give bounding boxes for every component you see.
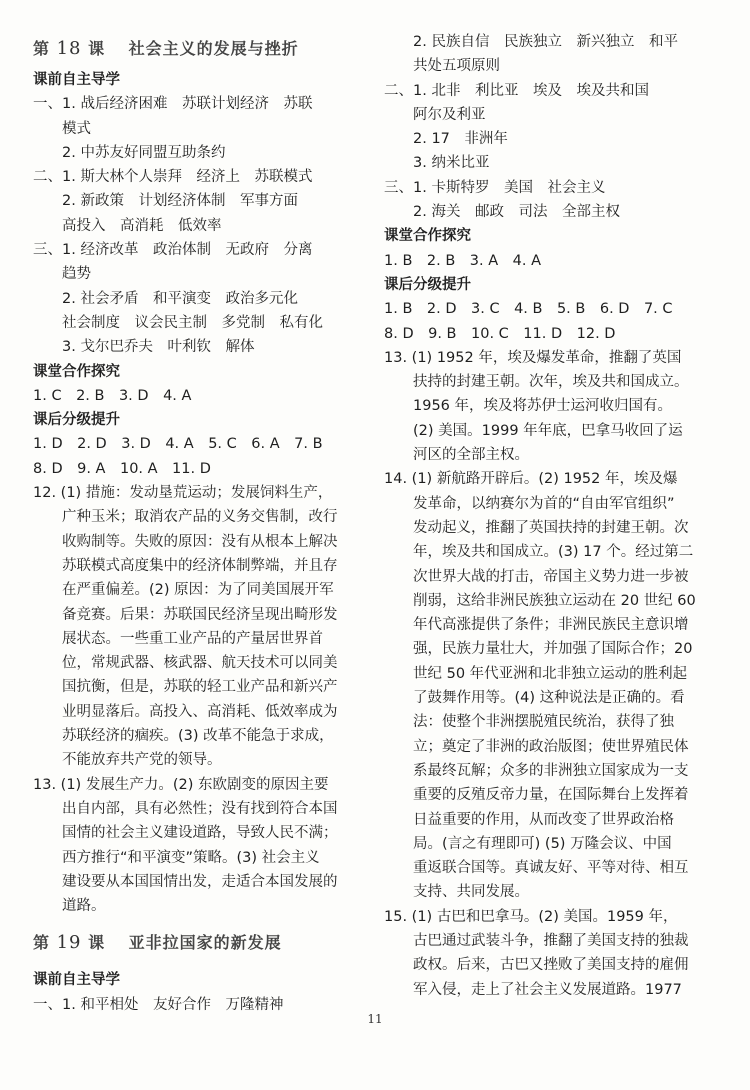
answer-line: 12. (1) 措施：发动垦荒运动；发展饲料生产，: [33, 485, 333, 502]
answer-line: 法：使整个非洲摆脱殖民统治，获得了独: [384, 714, 674, 731]
section-heading: 课后分级提升: [384, 276, 471, 293]
answer-line: 高投入 高消耗 低效率: [33, 217, 222, 234]
lesson-19-answers-start: [33, 968, 366, 1017]
answer-line: 业明显落后。高投入、高消耗、低效率成为: [33, 703, 338, 720]
answer-line: 三、1. 卡斯特罗 美国 社会主义: [384, 179, 606, 196]
answer-line: 日益重要的作用，从而改变了世界政治格: [384, 811, 674, 828]
answer-line: 三、1. 经济改革 政治体制 无政府 分离: [33, 242, 313, 259]
left-column: [33, 30, 366, 1017]
lesson-prefix: 第: [33, 39, 51, 58]
answer-line: 扶持的封建王朝。次年，埃及共和国成立。: [384, 374, 689, 391]
section-heading: 课堂合作探究: [33, 363, 120, 380]
answer-line: 模式: [33, 120, 91, 137]
answer-line: 2. 社会矛盾 和平演变 政治多元化: [33, 290, 298, 307]
answer-line: 西方推行“和平演变”策略。(3) 社会主义: [33, 849, 320, 866]
answer-line: 1956 年，埃及将苏伊士运河收归国有。: [384, 398, 673, 415]
answer-line: 政权。后来，古巴又挫败了美国支持的雇佣: [384, 957, 689, 974]
answer-line: 二、1. 北非 利比亚 埃及 埃及共和国: [384, 82, 649, 99]
section-heading: 课前自主导学: [33, 72, 120, 88]
lesson-prefix: 第: [33, 933, 51, 953]
answer-line: 备竞赛。后果：苏联国民经济呈现出畸形发: [33, 606, 338, 623]
answer-line: 重返联合国等。真诚友好、平等对待、相互: [384, 860, 689, 877]
answer-line: 古巴通过武装斗争，推翻了美国支持的独裁: [384, 932, 689, 949]
answer-line: 8. D 9. A 10. A 11. D: [33, 460, 211, 477]
answer-line: 3. 戈尔巴乔夫 叶利钦 解体: [33, 339, 255, 356]
lesson-suffix: 课: [88, 933, 106, 953]
lesson-suffix: 课: [88, 39, 106, 58]
section-heading: 课堂合作探究: [384, 228, 471, 245]
answer-line: 趋势: [33, 266, 91, 283]
answer-line: 局。(言之有理即可) (5) 万隆会议、中国: [384, 835, 672, 852]
answer-line: 1. D 2. D 3. D 4. A 5. C 6. A 7. B: [33, 436, 323, 453]
answer-line: 收购制等。失败的原因：没有从根本上解决: [33, 533, 338, 550]
answer-line: 国抗衡，但是，苏联的轻工业产品和新兴产: [33, 679, 338, 696]
answer-line: 2. 新政策 计划经济体制 军事方面: [33, 193, 298, 210]
answer-line: 2. 中苏友好同盟互助条约: [33, 144, 226, 161]
answer-line: 重要的反殖反帝力量，在国际舞台上发挥着: [384, 787, 689, 804]
answer-line: 发动起义，推翻了英国扶持的封建王朝。次: [384, 519, 689, 536]
answer-line: 发革命，以纳赛尔为首的“自由军官组织”: [384, 495, 675, 512]
answer-line: (2) 美国。1999 年年底，巴拿马收回了运: [384, 422, 683, 439]
section-heading: 课前自主导学: [33, 972, 120, 989]
answer-line: 年，埃及共和国成立。(3) 17 个。经过第二: [384, 544, 694, 561]
answer-line: 系最终瓦解；众多的非洲独立国家成为一支: [384, 762, 689, 779]
lesson-18-answers: [33, 68, 366, 918]
answer-line: 苏联经济的痼疾。(3) 改革不能急于求成，: [33, 728, 334, 745]
lesson-19-answers-continued: [384, 30, 718, 1002]
answer-line: 在严重偏差。(2) 原因：为了同美国展开军: [33, 582, 334, 599]
answer-line: 2. 民族自信 民族独立 新兴独立 和平: [384, 34, 678, 50]
answer-line: 14. (1) 新航路开辟后。(2) 1952 年，埃及爆: [384, 471, 678, 488]
answer-line: 2. 海关 邮政 司法 全部主权: [384, 204, 620, 221]
answer-line: 展状态。一些重工业产品的产量居世界首: [33, 630, 323, 647]
lesson-18-heading: [33, 30, 366, 68]
answer-line: 苏联模式高度集中的经济体制弊端，并且存: [33, 557, 338, 574]
answer-line: 1. C 2. B 3. D 4. A: [33, 387, 192, 404]
answer-line: 共处五项原则: [384, 58, 500, 75]
answer-line: 1. B 2. B 3. A 4. A: [384, 252, 542, 269]
page-number: 11: [367, 1012, 383, 1026]
answer-line: 世纪 50 年代亚洲和北非独立运动的胜利起: [384, 665, 688, 682]
answer-line: 军入侵，走上了社会主义发展道路。1977: [384, 981, 682, 998]
answer-line: 支持、共同发展。: [384, 884, 529, 901]
answer-line: 立；奠定了非洲的政治版图；使世界殖民体: [384, 738, 689, 755]
answer-line: 2. 17 非洲年: [384, 131, 508, 148]
answer-line: 削弱，这给非洲民族独立运动在 20 世纪 60: [384, 592, 696, 609]
answer-line: 位，常规武器、核武器、航天技术可以同美: [33, 655, 338, 672]
answer-line: 8. D 9. B 10. C 11. D 12. D: [384, 325, 616, 342]
answer-line: 国情的社会主义建设道路，导致人民不满；: [33, 825, 338, 842]
answer-line: 广种玉米；取消农产品的义务交售制，改行: [33, 509, 338, 526]
answer-line: 1. B 2. D 3. C 4. B 5. B 6. D 7. C: [384, 301, 673, 318]
section-heading: 课后分级提升: [33, 412, 120, 429]
answer-line: 河区的全部主权。: [384, 447, 529, 464]
lesson-19-heading: [33, 924, 366, 962]
right-column: [384, 30, 718, 1002]
answer-line: 不能放弃共产党的领导。: [33, 752, 222, 769]
answer-line: 二、1. 斯大林个人崇拜 经济上 苏联模式: [33, 169, 313, 186]
answer-line: 13. (1) 1952 年，埃及爆发革命，推翻了英国: [384, 349, 682, 366]
lesson-number: 18: [56, 38, 82, 59]
answer-line: 强，民族力量壮大，并加强了国际合作；20: [384, 641, 693, 658]
answer-line: 阿尔及利亚: [384, 106, 486, 123]
answer-line: 3. 纳米比亚: [384, 155, 490, 172]
answer-line: 次世界大战的打击，帝国主义势力进一步被: [384, 568, 689, 585]
answer-line: 道路。: [33, 898, 106, 915]
answer-line: 一、1. 和平相处 友好合作 万隆精神: [33, 996, 284, 1013]
lesson-title: 亚非拉国家的新发展: [128, 933, 282, 953]
answer-line: 13. (1) 发展生产力。(2) 东欧剧变的原因主要: [33, 776, 329, 793]
answer-line: 出自内部，具有必然性；没有找到符合本国: [33, 800, 338, 817]
answer-line: 年代高涨提供了条件；非洲民族民主意识增: [384, 617, 689, 634]
answer-line: 了鼓舞作用等。(4) 这种说法是正确的。看: [384, 690, 685, 707]
answer-line: 一、1. 战后经济困难 苏联计划经济 苏联: [33, 96, 313, 113]
answer-line: 15. (1) 古巴和巴拿马。(2) 美国。1959 年，: [384, 908, 678, 925]
lesson-number: 19: [56, 932, 82, 954]
answer-line: 社会制度 议会民主制 多党制 私有化: [33, 314, 323, 331]
lesson-title: 社会主义的发展与挫折: [128, 39, 299, 58]
answer-line: 建设要从本国国情出发，走适合本国发展的: [33, 873, 338, 890]
